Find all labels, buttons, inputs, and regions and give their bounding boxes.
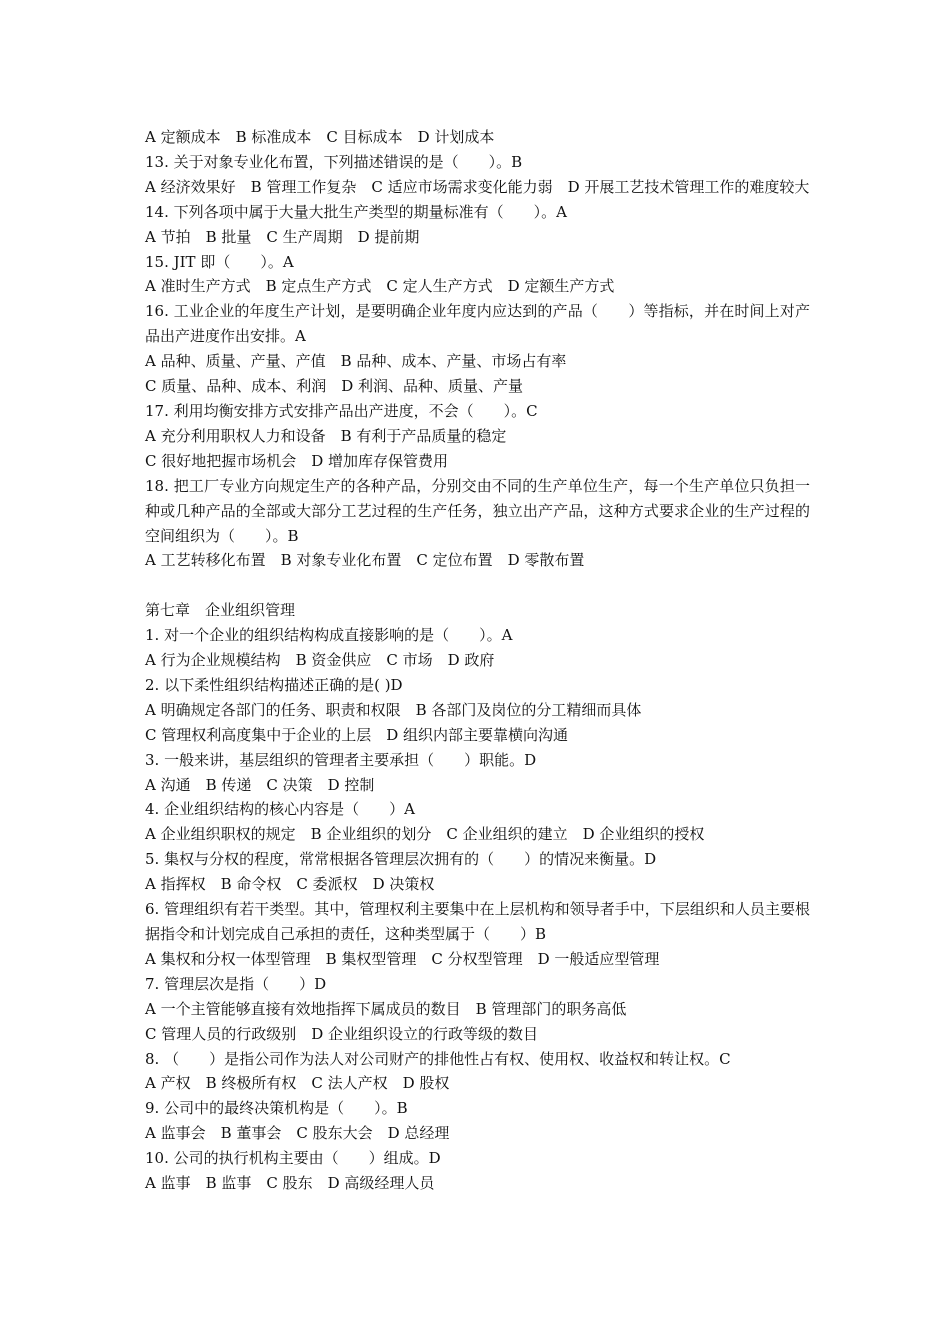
- options-line: A 明确规定各部门的任务、职责和权限 B 各部门及岗位的分工精细而具体: [145, 700, 642, 719]
- question-line: 18. 把工厂专业方向规定生产的各种产品，分别交由不同的生产单位生产，每一个生产单位只负担一种或几种产品的全部或大部分工艺过程的生产任务，独立出产产品，这种方式要求企业的生产过程的空间组织为（ ）。B: [145, 476, 810, 545]
- options-line: A 充分利用职权人力和设备 B 有利于产品质量的稳定: [145, 426, 507, 445]
- options-line: A 监事会 B 董事会 C 股东大会 D 总经理: [145, 1124, 450, 1143]
- question-line: 8. （ ）是指公司作为法人对公司财产的排他性占有权、使用权、收益权和转让权。C: [145, 1049, 731, 1068]
- question-line: 9. 公司中的最终决策机构是（ ）。B: [145, 1099, 408, 1118]
- options-line: A 指挥权 B 命令权 C 委派权 D 决策权: [145, 875, 435, 894]
- options-line: A 定额成本 B 标准成本 C 目标成本 D 计划成本: [145, 128, 495, 146]
- options-line: A 产权 B 终极所有权 C 法人产权 D 股权: [145, 1074, 450, 1093]
- question-line: 7. 管理层次是指（ ）D: [145, 974, 327, 993]
- options-line: A 行为企业规模结构 B 资金供应 C 市场 D 政府: [145, 651, 495, 670]
- document-body: [145, 125, 810, 1196]
- options-line: C 很好地把握市场机会 D 增加库存保管费用: [145, 451, 449, 470]
- options-line: A 准时生产方式 B 定点生产方式 C 定人生产方式 D 定额生产方式: [145, 277, 615, 296]
- question-line: 13. 关于对象专业化布置，下列描述错误的是（ ）。B: [145, 152, 523, 171]
- question-line: 1. 对一个企业的组织结构构成直接影响的是（ ）。A: [145, 626, 513, 645]
- options-line: C 管理人员的行政级别 D 企业组织设立的行政等级的数目: [145, 1024, 539, 1043]
- document-page: [145, 125, 810, 1196]
- options-line: C 质量、品种、成本、利润 D 利润、品种、质量、产量: [145, 377, 524, 396]
- question-line: 16. 工业企业的年度生产计划，是要明确企业年度内应达到的产品（ ）等指标，并在时间上对产品出产进度作出安排。A: [145, 302, 810, 346]
- options-line: A 一个主管能够直接有效地指挥下属成员的数目 B 管理部门的职务高低: [145, 999, 627, 1018]
- question-line: 10. 公司的执行机构主要由（ ）组成。D: [145, 1149, 441, 1168]
- options-line: A 集权和分权一体型管理 B 集权型管理 C 分权型管理 D 一般适应型管理: [145, 949, 660, 968]
- question-line: 17. 利用均衡安排方式安排产品出产进度，不会（ ）。C: [145, 401, 538, 420]
- chapter-heading: 第七章 企业组织管理: [145, 601, 296, 620]
- options-line: C 管理权利高度集中于企业的上层 D 组织内部主要靠横向沟通: [145, 725, 569, 744]
- options-line: A 企业组织职权的规定 B 企业组织的划分 C 企业组织的建立 D 企业组织的授权: [145, 825, 705, 844]
- options-line: A 监事 B 监事 C 股东 D 高级经理人员: [145, 1174, 435, 1193]
- question-line: 2. 以下柔性组织结构描述正确的是( )D: [145, 675, 403, 694]
- question-line: 6. 管理组织有若干类型。其中，管理权利主要集中在上层机构和领导者手中，下层组织和人员主要根据指令和计划完成自己承担的责任，这种类型属于（ ）B: [145, 900, 810, 943]
- options-line: A 品种、质量、产量、产值 B 品种、成本、产量、市场占有率: [145, 352, 567, 371]
- question-line: 4. 企业组织结构的核心内容是（ ）A: [145, 800, 415, 819]
- question-line: 3. 一般来讲，基层组织的管理者主要承担（ ）职能。D: [145, 750, 537, 769]
- question-line: 5. 集权与分权的程度，常常根据各管理层次拥有的（ ）的情况来衡量。D: [145, 850, 657, 869]
- options-line: A 经济效果好 B 管理工作复杂 C 适应市场需求变化能力弱 D 开展工艺技术管理工作的难度较大: [145, 177, 810, 196]
- question-line: 14. 下列各项中属于大量大批生产类型的期量标准有（ ）。A: [145, 202, 567, 221]
- options-line: A 工艺转移化布置 B 对象专业化布置 C 定位布置 D 零散布置: [145, 551, 585, 570]
- blank-line: [145, 573, 810, 598]
- question-line: 15. JIT 即（ ）。A: [145, 252, 294, 271]
- options-line: A 节拍 B 批量 C 生产周期 D 提前期: [145, 227, 420, 246]
- options-line: A 沟通 B 传递 C 决策 D 控制: [145, 775, 375, 794]
